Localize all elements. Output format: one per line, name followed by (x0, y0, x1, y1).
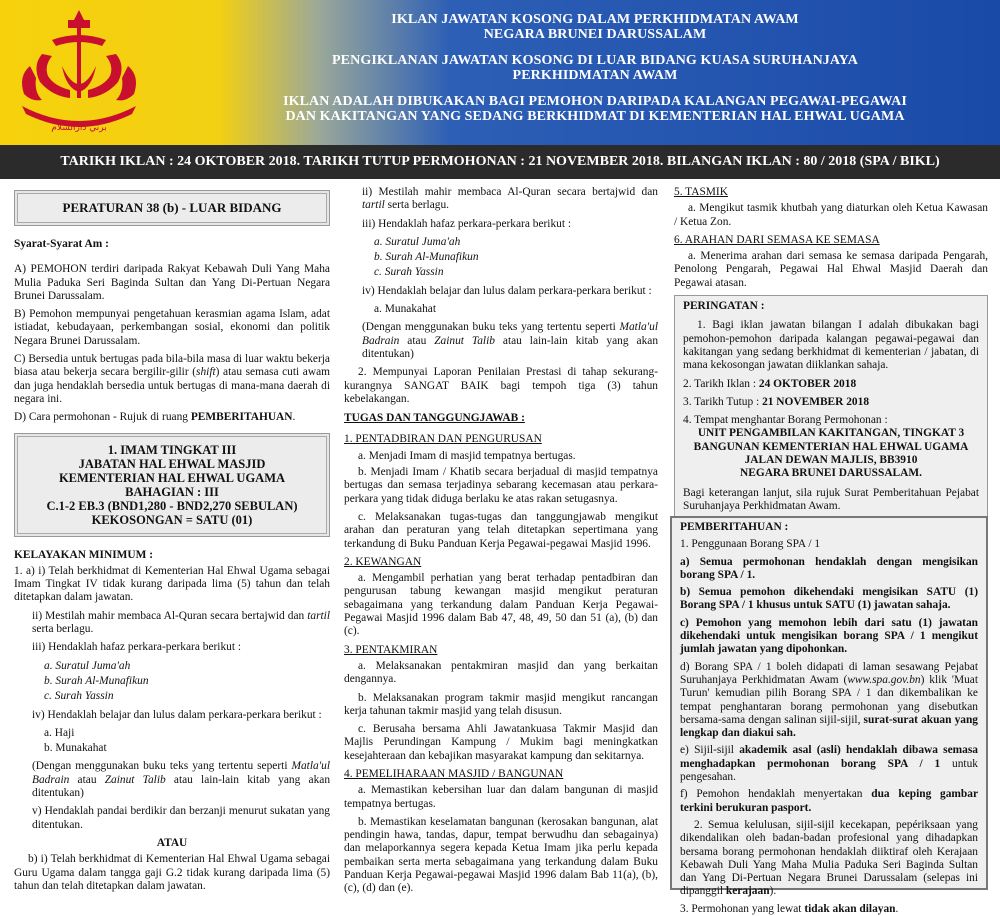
peraturan-title: PERATURAN 38 (b) - LUAR BIDANG (17, 193, 327, 223)
address-line: UNIT PENGAMBILAN KAKITANGAN, TINGKAT 3 (697, 427, 965, 440)
p1: 1. Bagi iklan jawatan bilangan I adalah dibukakan bagi pemohon-pemohon daripada kalangan pegawai-pegawai dan kakitangan yang sedang berkhidmat di kementerian / jabatan, di mana kekosongan jawatan diiklankan sahaja. (683, 319, 979, 372)
job-line: BAHAGIAN : III (125, 484, 219, 499)
item-d (680, 661, 978, 741)
text: kerajaan (725, 885, 770, 898)
s3a: a. Melaksanakan pentakmiran masjid dan yang berkaitan dengannya. (344, 659, 658, 686)
text: 21 NOVEMBER 2018 (762, 395, 870, 408)
section-5: 5. TASMIK (674, 186, 728, 198)
job-line: KEMENTERIAN HAL EHWAL UGAMA (58, 470, 286, 485)
pemberitahuan-box (670, 516, 988, 915)
address (683, 427, 979, 480)
text: 3. Tarikh Tutup : (683, 395, 763, 408)
item-f (680, 788, 978, 815)
text: Matla'ul Badrain (362, 321, 658, 347)
header-line: DAN KAKITANGAN YANG SEDANG BERKHIDMAT DI KEMENTERIAN HAL EHWAL UGAMA (285, 109, 905, 124)
surah-c: c. Surah Yassin (44, 690, 114, 703)
s3b: b. Melaksanakan program takmir masjid mengikut rancangan kerja tahunan takmir masjid yang telah disusun. (344, 691, 658, 717)
text: akademik asal (asli) hendaklah dibawa semasa menghadapkan permohonan borang SPA / 1 (680, 744, 978, 770)
text: (Dengan menggunakan buku teks yang tertentu seperti (362, 321, 620, 334)
column-middle (344, 186, 658, 901)
job-box-text (17, 436, 327, 534)
text: . (292, 411, 296, 424)
k-v: v) Hendaklah pandai berdikir dan berzanji menurut sukatan yang ditentukan. (32, 805, 330, 831)
s5a: a. Mengikut tasmik khutbah yang diaturkan oleh Ketua Kawasan / Ketua Zon. (674, 202, 988, 228)
iv-a: a. Haji (44, 726, 75, 739)
dengan (344, 321, 658, 361)
text: PEMBERITAHUAN (190, 411, 293, 424)
kelayakan-heading: KELAYAKAN MINIMUM : (14, 548, 154, 561)
peringatan-box (674, 295, 988, 520)
text: 3. Permohonan yang lewat (680, 902, 805, 915)
text: C) Bersedia untuk bertugas pada bila-bila masa di luar waktu bekerja biasa atau bekerja secara bergilir-gilir ( (14, 353, 330, 379)
text: tartil (307, 609, 330, 622)
syarat-c (14, 353, 330, 406)
text: D) Cara permohonan - Rujuk di ruang (14, 411, 191, 424)
header-line: IKLAN JAWATAN KOSONG DALAM PERKHIDMATAN AWAM (391, 12, 799, 27)
job-line: JABATAN HAL EHWAL MASJID (78, 456, 266, 471)
s2a: a. Mengambil perhatian yang berat terhadap pentadbiran dan pengurusan tabung kewangan masjid mengikut peraturan sebagaimana yang terkandung dalam Panduan Kerja Pegawai-Pegawai Masjid 1996 dalam Bab 47, 48, 49, 50 dan 51 (a), (b) dan (c). (344, 572, 658, 638)
ii (344, 186, 658, 213)
text: shift (196, 366, 216, 379)
text: e) Sijil-sijil (680, 744, 740, 757)
text: ) klik 'Muat Turun' kemudian pilih Borang SPA / 1 dan dikembalikan ke tempat penghantaran borang permohonan yang disebutkan bersama-sama dengan salinan sijil-sijil, (680, 673, 979, 726)
syarat-d (14, 411, 330, 424)
header-line: NEGARA BRUNEI DARUSSALAM (483, 27, 707, 42)
address-line: JALAN DEWAN MAJLIS, BB3910 (744, 454, 918, 467)
iv: iv) Hendaklah belajar dan lulus dalam perkara-perkara berikut : (362, 284, 652, 297)
dengan (14, 760, 330, 800)
s6a: a. Menerima arahan dari semasa ke semasa daripada Pengarah, Penolong Pengarah, Pegawai Hal Ehwal Masjid Daerah dan Pegawai atasan. (674, 250, 988, 289)
job-line: 1. IMAM TINGKAT III (107, 442, 237, 457)
text: Matla'ul Badrain (32, 760, 330, 786)
text: surat-surat akuan yang lengkap dan diakui sah. (680, 713, 978, 740)
address-line: BANGUNAN KEMENTERIAN HAL EHWAL UGAMA (693, 440, 969, 453)
text: tartil (362, 199, 385, 212)
syarat-a: A) PEMOHON terdiri daripada Rakyat Kebawah Duli Yang Maha Mulia Paduka Seri Baginda Sultan dan Yang Di-Pertuan Negara Brunei Darussalam. (14, 263, 330, 302)
job-line: KEKOSONGAN = SATU (01) (91, 512, 253, 527)
text: tidak akan dilayan (804, 902, 896, 915)
text: dua keping gambar terkini berukuran pasport. (680, 788, 978, 814)
p3 (683, 396, 979, 409)
job-line: C.1-2 EB.3 (BND1,280 - BND2,270 SEBULAN) (46, 498, 298, 513)
text: atau lain-lain kitab yang akan ditentukan) (362, 334, 659, 360)
n3 (680, 903, 978, 916)
section-4: 4. PEMELIHARAAN MASJID / BANGUNAN (344, 767, 564, 780)
section-6: 6. ARAHAN DARI SEMASA KE SEMASA (674, 233, 880, 246)
n2 (680, 819, 978, 899)
date-bar: TARIKH IKLAN : 24 OKTOBER 2018. TARIKH TUTUP PERMOHONAN : 21 NOVEMBER 2018. BILANGAN IKLAN : 80 / 2018 (SPA / BIKL) (0, 145, 1000, 179)
peraturan-box (14, 190, 330, 226)
kb: b) i) Telah berkhidmat di Kementerian Hal Ehwal Ugama sebagai Guru Ugama dalam tangga gaji G.2 tidak kurang daripada lima (5) tahun dan telah ditetapkan dalam jawatan. (14, 853, 330, 892)
text: serta berlagu. (32, 623, 94, 636)
column-right (674, 186, 988, 520)
item-a: a) Semua permohonan hendaklah dengan mengisikan borang SPA / 1. (680, 555, 978, 581)
surah-a: a. Suratul Juma'ah (374, 235, 461, 248)
text: ). (769, 885, 777, 898)
p2 (683, 378, 979, 391)
atau: ATAU (156, 836, 188, 849)
website-link[interactable]: www.spa.gov.bn (847, 673, 921, 686)
section-1: 1. PENTADBIRAN DAN PENGURUSAN (344, 433, 542, 446)
s1c: c. Melaksanakan tugas-tugas dan tanggungjawab mengikut arahan dan peraturan yang telah ditetapkan sepertimana yang terkandung di Buku Panduan Kerja Pegawai-pegawai Masjid 1996. (344, 510, 658, 550)
section-3: 3. PENTAKMIRAN (344, 643, 438, 656)
text: (Dengan menggunakan buku teks yang tertentu seperti (32, 760, 292, 773)
p4: 4. Tempat menghantar Borang Permohonan : (683, 414, 888, 427)
text: d) Borang SPA / 1 boleh didapati di laman sesawang Pejabat Suruhanjaya Perkhidmatan Awam ( (680, 660, 978, 686)
header-titles (230, 12, 960, 124)
text: f) Pemohon hendaklah menyertakan (680, 788, 872, 801)
syarat-heading: Syarat-Syarat Am : (14, 238, 109, 250)
surah-c: c. Surah Yassin (374, 266, 444, 279)
header-line: PENGIKLANAN JAWATAN KOSONG DI LUAR BIDANG KUASA SURUHANJAYA (332, 53, 858, 68)
text: serta berlagu. (384, 199, 449, 212)
surah-b: b. Surah Al-Munafikun (44, 674, 149, 687)
job-box (14, 433, 330, 537)
tugas-heading: TUGAS DAN TANGGUNGJAWAB : (344, 412, 525, 425)
syarat-b: B) Pemohon mempunyai pengetahuan kerasmian agama Islam, adat istiadat, kebudayaan, perkembangan sosial, ekonomi dan politik Negara Brunei Darussalam. (14, 308, 330, 347)
k-ii (14, 610, 330, 637)
column-left (14, 186, 330, 898)
k1: 1. a) i) Telah berkhidmat di Kementerian Hal Ehwal Ugama sebagai Imam Tingkat IV tidak kurang daripada lima (5) tahun dan telah ditetapkan dalam jawatan. (14, 564, 330, 604)
brunei-crest-logo (12, 6, 147, 138)
text: . (895, 902, 899, 915)
text: ii) Mestilah mahir membaca Al-Quran secara bertajwid dan (32, 609, 308, 622)
surah-a: a. Suratul Juma'ah (44, 659, 131, 672)
item-b: b) Semua pemohon dikehendaki mengisikan SATU (1) Borang SPA / 1 khusus untuk SATU (1) jawatan sahaja. (680, 586, 978, 612)
text: 2. Tarikh Iklan : (683, 377, 759, 390)
text: atau (69, 773, 105, 786)
k-iii: iii) Hendaklah hafaz perkara-perkara berikut : (32, 641, 242, 654)
text: Zainut Talib (104, 773, 166, 786)
s1b: b. Menjadi Imam / Khatib secara berjadual di masjid tempatnya bertugas dan semasa terjadinya sebarang kecemasan atau perkara-perkara yang tidak diduga berlaku ke atas rakan setugasnya. (344, 466, 658, 505)
item-c: c) Pemohon yang memohon lebih dari satu (1) jawatan dikehendaki untuk mengisikan borang SPA / 1 mengikut jumlah jawatan yang dipohonkan. (680, 616, 978, 656)
text: 24 OKTOBER 2018 (758, 377, 857, 390)
header-line: IKLAN ADALAH DIBUKAKAN BAGI PEMOHON DARIPADA KALANGAN PEGAWAI-PEGAWAI (283, 94, 907, 109)
s4a: a. Memastikan kebersihan luar dan dalam bangunan di masjid tempatnya bertugas. (344, 784, 658, 810)
svg-text:برني دارالسلام: برني دارالسلام (51, 123, 107, 133)
text: ) atau semasa cuti awam dan juga hendaklah bersedia untuk bertugas di mana-mana daerah di negara ini. (14, 366, 331, 405)
iv-a: a. Munakahat (374, 303, 436, 316)
s3c: c. Berusaha bersama Ahli Jawatankuasa Takmir Masjid dan Majlis Perundingan Kampung / Mukim bagi meningkatkan kesejahteraan dan kebajikan masyarakat kampung dan sekitarnya. (344, 723, 658, 762)
text: untuk pengesahan. (680, 757, 978, 784)
s4b: b. Memastikan keselamatan bangunan (kerosakan bangunan, alat pendingin hawa, tandas, dapur, tempat berwudhu dan sebagainya) dan melaporkannya segera kepada Ketua Imam jika perlu kepada pembaikan serta merta sebagaimana yang terkandung dalam Buku Panduan Kerja Pegawai-pegawai Masjid 1996 dalam Bab 11(a), (b), (c), (d) dan (e). (344, 815, 658, 895)
text: atau lain-lain kitab yang akan ditentukan) (32, 773, 331, 800)
two: 2. Mempunyai Laporan Penilaian Prestasi di tahap sekurang-kurangnya SANGAT BAIK bagi tempoh tiga (3) tahun kebelakangan. (344, 366, 658, 405)
pemberitahuan-title: PEMBERITAHUAN : (680, 521, 789, 533)
text: 2. Semua kelulusan, sijil-sijil kecekapan, pepériksaan yang dikendalikan oleh badan-badan profesional yang dihadapkan bersama borang permohonan hendaklah diiktiraf oleh Kerajaan Kebawah Duli Yang Maha Mulia Paduka Seri Baginda Sultan dan Yang Di-Pertuan Negara Brunei Darussalam (selepas ini dipanggil (680, 818, 978, 898)
text: ii) Mestilah mahir membaca Al-Quran secara bertajwid dan (362, 186, 658, 198)
iv-b: b. Munakahat (44, 742, 107, 755)
surah-b: b. Surah Al-Munafikun (374, 251, 479, 264)
s1a: a. Menjadi Imam di masjid tempatnya bertugas. (358, 449, 576, 462)
header-line: PERKHIDMATAN AWAM (512, 68, 678, 83)
iii: iii) Hendaklah hafaz perkara-perkara berikut : (362, 217, 572, 230)
n1: 1. Penggunaan Borang SPA / 1 (680, 538, 821, 551)
item-e (680, 744, 978, 784)
section-2: 2. KEWANGAN (344, 555, 422, 568)
text: Zainut Talib (434, 334, 495, 347)
k-iv: iv) Hendaklah belajar dan lulus dalam perkara-perkara berikut : (32, 708, 322, 721)
p-note: Bagi keterangan lanjut, sila rujuk Surat Pemberitahuan Pejabat Suruhanjaya Perkhidmatan Awam. (683, 486, 979, 512)
header-banner (0, 0, 1000, 145)
text: atau (399, 334, 435, 347)
address-line: NEGARA BRUNEI DARUSSALAM. (740, 467, 922, 480)
peringatan-title: PERINGATAN : (683, 300, 765, 313)
